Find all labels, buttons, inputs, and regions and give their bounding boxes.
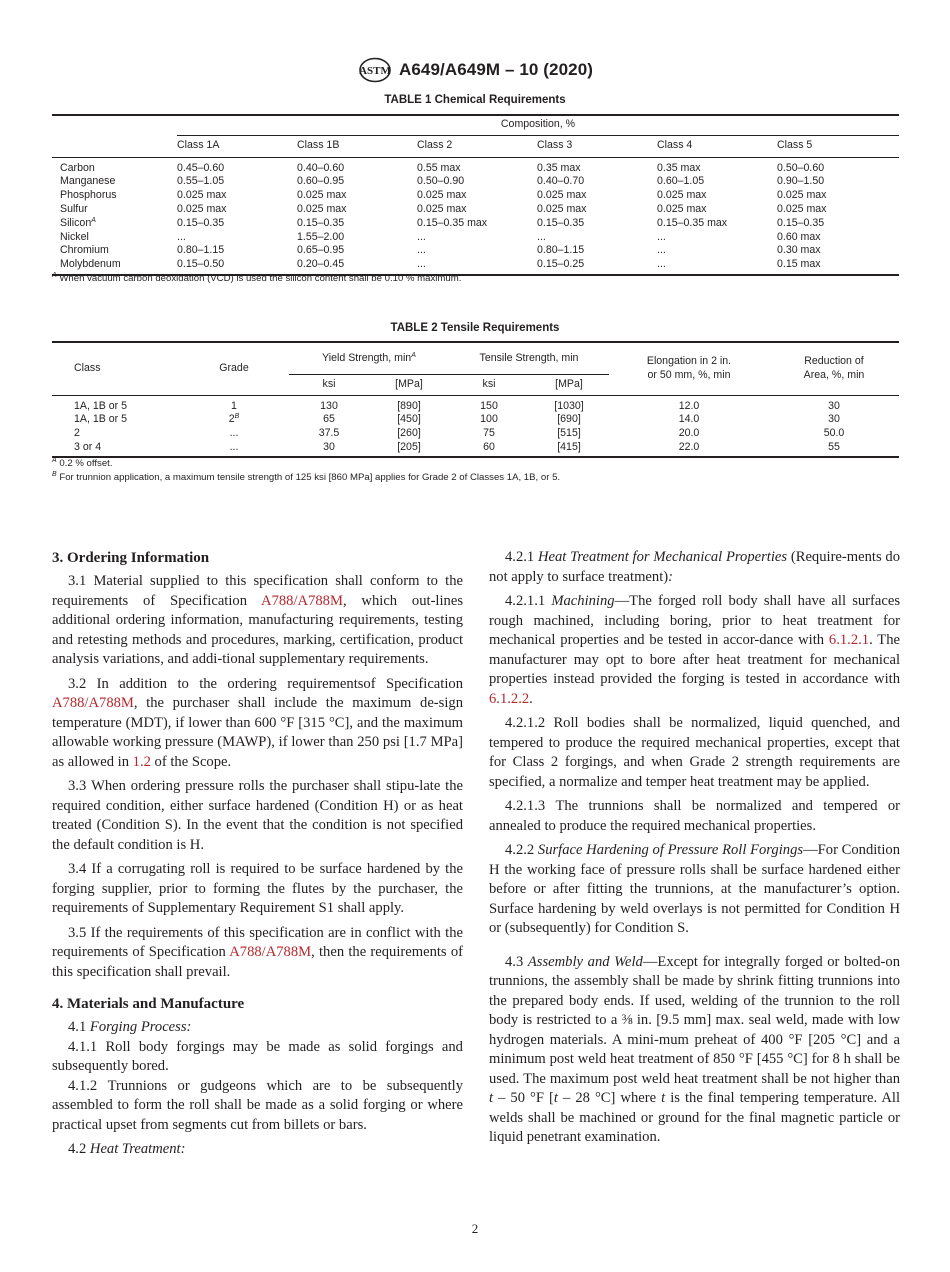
document-title: A649/A649M – 10 (2020) <box>398 60 594 79</box>
section-ref-link[interactable]: 6.1.2.1 <box>828 632 870 648</box>
document-header <box>0 57 950 88</box>
para-4-2-1-1: 4.2.1.1 Machining—The forged roll body shall have all surfaces rough machined, including boring, prior to heat treatment for mechanical properties and be tested in accor-dance with 6.1.2.1. The manufacturer may opt to bore after heat treatment for mechanical properties instead provided the forging is tested in accordance with 6.1.2.2. <box>489 593 900 707</box>
section-3-heading: 3. Ordering Information <box>52 550 210 566</box>
spec-link[interactable]: A788/A788M <box>229 944 312 960</box>
composition-group-header: Composition, % <box>177 115 899 135</box>
tensile-strength-header: Tensile Strength, min <box>449 342 609 374</box>
para-3-4: 3.4 If a corrugating roll is required to be surface hardened by the forging supplier, prior to forming the flutes by the purchaser, the requirements of Supplementary Requirement S1 shall apply. <box>52 861 463 916</box>
para-3-5: 3.5 If the requirements of this specification are in conflict with the requirements of Specification A788/A788M, then the requirements of this specification shall prevail. <box>52 924 463 980</box>
table2-footnote-a: $^A$ 0.2 % offset. <box>52 457 113 469</box>
spec-link[interactable]: A788/A788M <box>261 592 343 609</box>
table2-title: TABLE 2 Tensile Requirements <box>390 322 560 334</box>
table-row: Phosphorus 0.025 max 0.025 max 0.025 max 0.025 max 0.025 max 0.025 max <box>52 189 899 203</box>
left-column <box>52 548 463 1165</box>
para-4-2-1-3: 4.2.1.3 The trunnions shall be normalized and tempered or annealed to produce the required mechanical properties. <box>489 798 900 834</box>
para-4-2: 4.2 Heat Treatment: <box>68 1141 186 1157</box>
table-row: Nickel ... 1.55–2.00 ... ... ... 0.60 max <box>52 231 899 245</box>
col-header: Class 4 <box>657 135 777 157</box>
element-name: Silicon$^A$ <box>60 216 96 229</box>
element-name: Manganese <box>60 175 116 188</box>
para-4-1-2: 4.1.2 Trunnions or gudgeons which are to be subsequently assembled to form the roll shall be made as a solid forging or where practical upset from segments cut from billets or bars. <box>52 1077 463 1133</box>
table-row: Sulfur 0.025 max 0.025 max 0.025 max 0.025 max 0.025 max 0.025 max <box>52 203 899 217</box>
yield-strength-header: Yield Strength, $\min^A$ <box>289 342 449 374</box>
right-column <box>489 548 900 1153</box>
svg-text:ASTM: ASTM <box>359 65 391 77</box>
para-4-2-1: 4.2.1 Heat Treatment for Mechanical Properties (Require-ments do not apply to surface treatment): <box>489 549 900 585</box>
element-name: Chromium <box>60 244 109 257</box>
element-name: Carbon <box>60 161 95 174</box>
class-header: Class <box>52 342 179 395</box>
yield-mpa-header: [MPa] <box>369 374 449 395</box>
para-4-1: 4.1 Forging Process: <box>68 1019 192 1035</box>
tensile-requirements-table <box>52 341 899 458</box>
para-3-2: 3.2 In addition to the ordering requirementsof Specification A788/A788M, the purchaser shall include the maximum de-sign temperature (MDT), if lower than 600 °F [315 °C], and the maximum allowable working pressure (MAWP), if lower than 250 psi [1.7 MPa] as allowed in 1.2 of the Scope. <box>52 675 463 770</box>
table1-footnote: $^A$ When vacuum carbon deoxidation (VCD) is used the silicon content shall be 0.10 % maximum. <box>52 272 462 284</box>
spec-link[interactable]: A788/A788M <box>52 695 134 711</box>
col-header: Class 1A <box>177 135 297 157</box>
element-name: Nickel <box>60 230 89 243</box>
footnote-marker: A <box>91 216 96 224</box>
tensile-ksi-header: ksi <box>449 374 529 395</box>
table-row: 2 ... 37.5 [260] 75 [515] 20.0 50.0 <box>74 427 845 440</box>
col-header: Class 3 <box>537 135 657 157</box>
para-3-3: 3.3 When ordering pressure rolls the purchaser shall stipu-late the required condition, either surface hardened (Condition H) or as heat treated (Condition S). In the event that the condition is not specified the default condition is H. <box>52 778 463 853</box>
table-row: 3 or 4 ... 30 [205] 60 [415] 22.0 55 <box>74 440 840 453</box>
table-row: Manganese 0.55–1.05 0.60–0.95 0.50–0.90 0.40–0.70 0.60–1.05 0.90–1.50 <box>52 175 899 189</box>
section-4-heading: 4. Materials and Manufacture <box>52 996 245 1012</box>
table-row: Molybdenum 0.15–0.50 0.20–0.45 ... 0.15–0.25 ... 0.15 max <box>52 258 899 275</box>
table-row: Carbon 0.45–0.60 0.40–0.60 0.55 max 0.35 max 0.35 max 0.50–0.60 <box>52 157 899 175</box>
yield-ksi-header: ksi <box>289 374 369 395</box>
tensile-mpa-header: [MPa] <box>529 374 609 395</box>
elongation-header: Elongation in 2 in. or 50 mm, %, min <box>609 342 769 395</box>
table-row: 1A, 1B or 5 1 130 [890] 150 [1030] 12.0 30 <box>74 399 840 412</box>
table-row: 1A, 1B or 5 $2^B$ 65 [450] 100 [690] 14.0 30 <box>74 413 840 426</box>
table-row: Chromium 0.80–1.15 0.65–0.95 ... 0.80–1.15 ... 0.30 max <box>52 244 899 258</box>
page-number: 2 <box>471 1221 479 1236</box>
para-4-1-1: 4.1.1 Roll body forgings may be made as solid forgings and subsequently bored. <box>52 1038 463 1074</box>
astm-logo-icon <box>357 57 393 83</box>
chemical-requirements-table <box>52 114 899 276</box>
reduction-header: Reduction of Area, %, min <box>769 342 899 395</box>
col-header: Class 5 <box>777 135 899 157</box>
para-4-2-2: 4.2.2 Surface Hardening of Pressure Roll Forgings—For Condition H the working face of pressure rolls shall be surface hardened either before or after fitting the trunnions, at the manufacturer’s option. Surface hardening by weld overlays is not permitted for Condition H or (subsequently) for Condition S. <box>489 842 901 936</box>
col-header: Class 1B <box>297 135 417 157</box>
col-header: Class 2 <box>417 135 537 157</box>
para-4-3: 4.3 Assembly and Weld—Except for integrally forged or bolted-on trunnions, the assembly shall be made by shrink fitting trunnions into the prepared body ends. If used, welding of the trunnion to the roll body is restricted to a ⅜ in. [9.5 mm] max. seal weld, made with low hydrogen materials. A mini-mum preheat of 400 °F [205 °C] and a minimum post weld heat treatment of 850 °F [455 °C] for 8 h shall be used. The maximum post weld heat treatment shall be not higher than t – 50 °F [t – 28 °C] where t is the final tempering temperature. All welds shall be machined or ground for the final magnetic particle or liquid penetrant examination. <box>489 953 901 1145</box>
table-row: Silicon$^A$ 0.15–0.35 0.15–0.35 0.15–0.35 max 0.15–0.35 0.15–0.35 max 0.15–0.35 <box>52 217 899 231</box>
para-4-2-1-2: 4.2.1.2 Roll bodies shall be normalized, liquid quenched, and tempered to produce the required mechanical properties, except that for Class 2 forgings, and when Grade 2 strength requirements are specified, a normalize and temper heat treatment may be applied. <box>489 715 900 790</box>
table1-title: TABLE 1 Chemical Requirements <box>384 94 566 106</box>
element-name: Phosphorus <box>60 189 117 202</box>
table2-footnote-b: $^B$ For trunnion application, a maximum tensile strength of 125 ksi [860 MPa] applies for Grade 2 of Classes 1A, 1B, or 5. <box>52 471 561 483</box>
section-ref-link[interactable]: 1.2 <box>132 753 151 770</box>
para-3-1: 3.1 Material supplied to this specification shall conform to the requirements of Specification A788/A788M, which out-lines additional ordering information, manufacturing requirements, testing and retesting methods and procedures, marking, certification, product analysis variations, and addi-tional supplementary requirements. <box>52 573 463 667</box>
element-name: Molybdenum <box>60 258 121 271</box>
section-ref-link[interactable]: 6.1.2.2 <box>489 690 530 707</box>
element-name: Sulfur <box>60 202 88 215</box>
grade-header: Grade <box>179 342 289 395</box>
